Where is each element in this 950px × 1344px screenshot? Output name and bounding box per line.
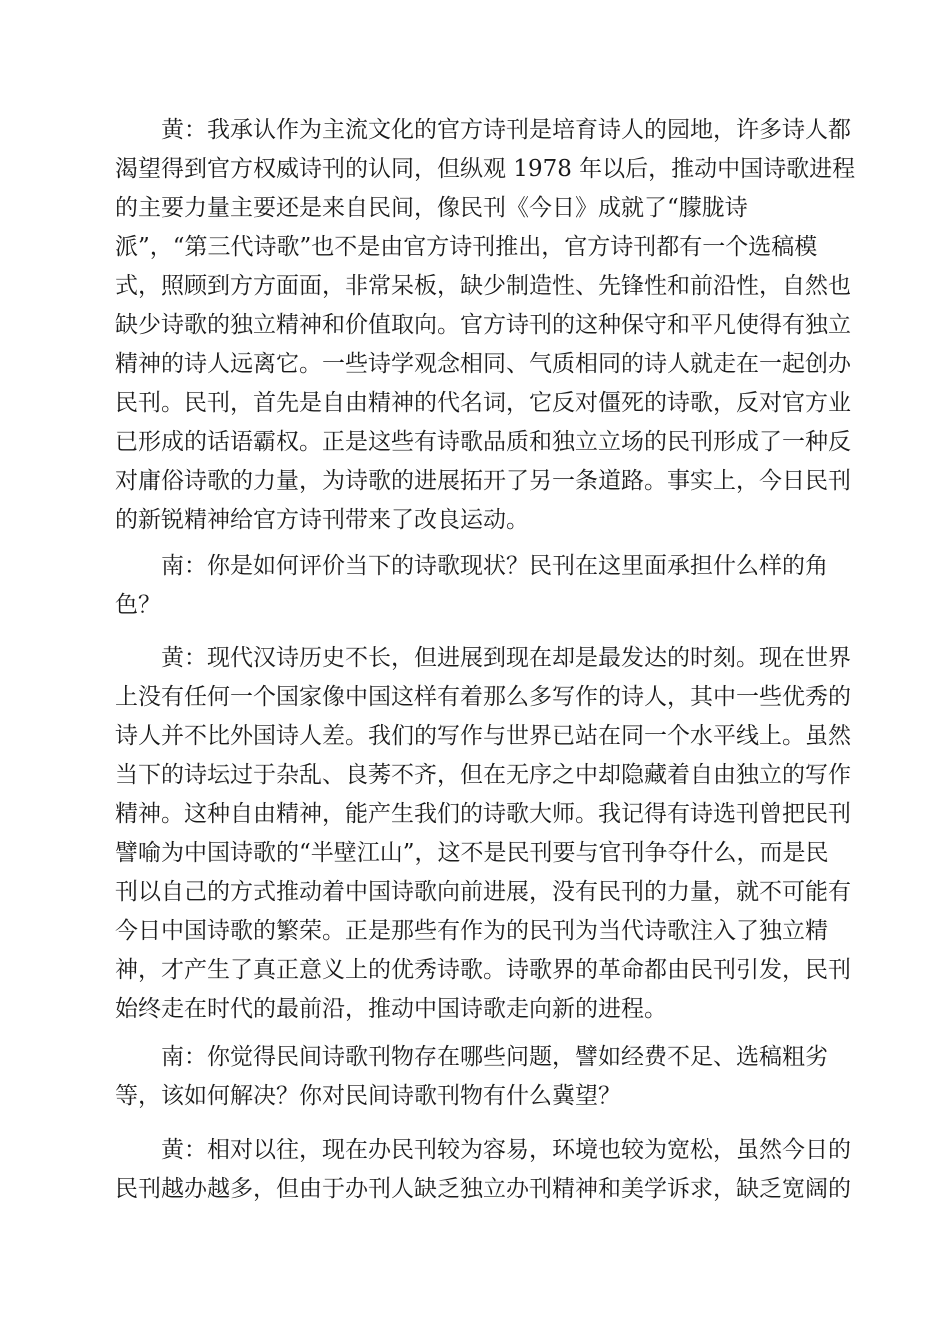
- paragraph-1-line-3: 的主要力量主要还是来自民间，像民刊《今日》成就了“朦胧诗: [115, 195, 748, 221]
- paragraph-1-line-4: 派”，“第三代诗歌”也不是由官方诗刊推出，官方诗刊都有一个选稿模: [115, 234, 818, 260]
- paragraph-2-line-1: 南：你是如何评价当下的诗歌现状？民刊在这里面承担什么样的角: [161, 553, 828, 579]
- paragraph-1-line-8: 民刊。民刊，首先是自由精神的代名词，它反对僵死的诗歌，反对官方业: [115, 390, 851, 416]
- paragraph-3-line-7: 刊以自己的方式推动着中国诗歌向前进展，没有民刊的力量，就不可能有: [115, 879, 851, 905]
- paragraph-1-line-10: 对庸俗诗歌的力量，为诗歌的进展拓开了另一条道路。事实上，今日民刊: [115, 468, 851, 494]
- paragraph-3-line-1: 黄：现代汉诗历史不长，但进展到现在却是最发达的时刻。现在世界: [161, 645, 851, 671]
- paragraph-4-line-1: 南：你觉得民间诗歌刊物存在哪些问题，譬如经费不足、选稿粗劣: [161, 1044, 828, 1070]
- paragraph-5-line-1: 黄：相对以往，现在办民刊较为容易，环境也较为宽松，虽然今日的: [161, 1137, 851, 1163]
- paragraph-3-line-9: 神，才产生了真正意义上的优秀诗歌。诗歌界的革命都由民刊引发，民刊: [115, 957, 851, 983]
- paragraph-3-line-6: 譬喻为中国诗歌的“半壁江山”，这不是民刊要与官刊争夺什么，而是民: [115, 840, 829, 866]
- paragraph-1-line-5: 式，照顾到方方面面，非常呆板，缺少制造性、先锋性和前沿性，自然也: [115, 273, 851, 299]
- paragraph-1-line-11: 的新锐精神给官方诗刊带来了改良运动。: [115, 507, 529, 533]
- paragraph-3-line-5: 精神。这种自由精神，能产生我们的诗歌大师。我记得有诗选刊曾把民刊: [115, 801, 851, 827]
- paragraph-4-line-2: 等，该如何解决？你对民间诗歌刊物有什么冀望？: [115, 1083, 621, 1109]
- paragraph-3-line-4: 当下的诗坛过于杂乱、良莠不齐，但在无序之中却隐藏着自由独立的写作: [115, 762, 851, 788]
- paragraph-3-line-3: 诗人并不比外国诗人差。我们的写作与世界已站在同一个水平线上。虽然: [115, 723, 851, 749]
- paragraph-1-line-6: 缺少诗歌的独立精神和价值取向。官方诗刊的这种保守和平凡使得有独立: [115, 312, 851, 338]
- paragraph-3-line-2: 上没有任何一个国家像中国这样有着那么多写作的诗人，其中一些优秀的: [115, 684, 851, 710]
- paragraph-1-line-9: 已形成的话语霸权。正是这些有诗歌品质和独立立场的民刊形成了一种反: [115, 429, 851, 455]
- paragraph-1-line-2: 渴望得到官方权威诗刊的认同，但纵观 1978 年以后，推动中国诗歌进程: [115, 156, 856, 182]
- paragraph-3-line-8: 今日中国诗歌的繁荣。正是那些有作为的民刊为当代诗歌注入了独立精: [115, 918, 828, 944]
- paragraph-3-line-10: 始终走在时代的最前沿，推动中国诗歌走向新的进程。: [115, 996, 667, 1022]
- paragraph-5-line-2: 民刊越办越多，但由于办刊人缺乏独立办刊精神和美学诉求，缺乏宽阔的: [115, 1176, 851, 1202]
- paragraph-1-line-1: 黄：我承认作为主流文化的官方诗刊是培育诗人的园地，许多诗人都: [161, 117, 851, 143]
- paragraph-1-line-7: 精神的诗人远离它。一些诗学观念相同、气质相同的诗人就走在一起创办: [115, 351, 851, 377]
- paragraph-2-line-2: 色？: [115, 592, 161, 618]
